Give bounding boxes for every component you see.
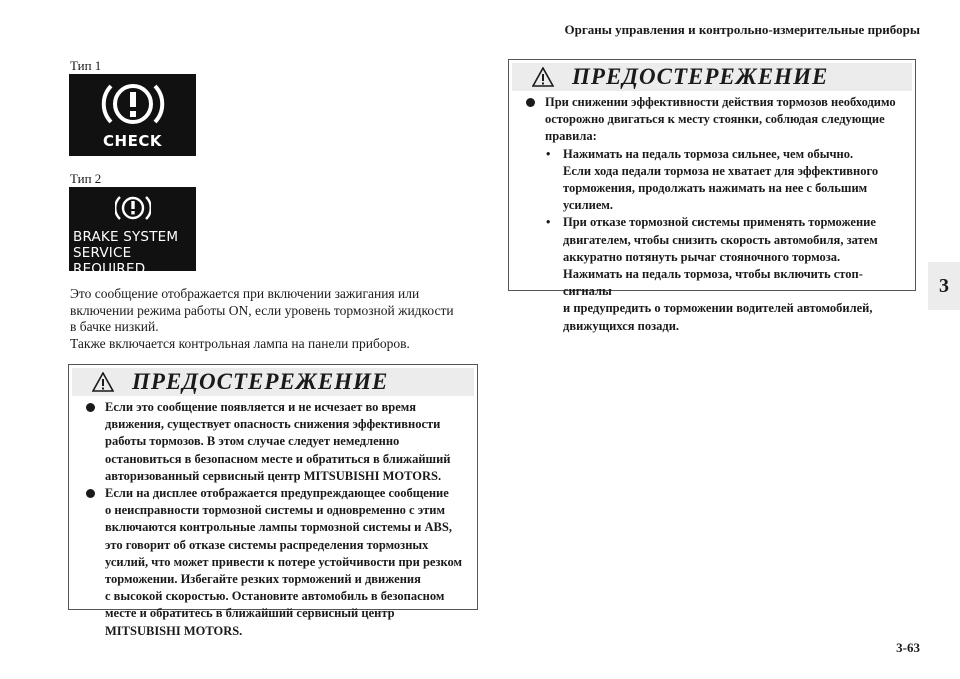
type1-label: Тип 1 <box>70 58 102 73</box>
description <box>70 286 480 352</box>
warning-line: усилий, что может привести к потере устойчивости при резком <box>105 554 463 569</box>
warning-line: включаются контрольные лампы тормозной системы и ABS, <box>105 520 452 535</box>
warning-box-right <box>508 59 916 333</box>
page-header: Органы управления и контрольно-измерительные приборы <box>564 22 920 37</box>
warning-title-bar <box>512 63 912 91</box>
warning-line: это говорит об отказе системы распределения тормозных <box>105 537 429 552</box>
brake-system-display <box>69 187 196 277</box>
description-line: в бачке низкий. <box>70 319 159 334</box>
warning-line: правила: <box>545 129 597 144</box>
warning-line: аккуратно потянуть рычаг стояночного тормоза. <box>563 249 841 264</box>
brake-system-text <box>73 229 194 277</box>
brake-text-line: SERVICE REQUIRED <box>73 245 146 277</box>
warning-title: ПРЕДОСТЕРЕЖЕНИЕ <box>572 64 829 89</box>
warning-line: с высокой скоростью. Остановите автомобиль в безопасном <box>105 589 445 604</box>
check-display <box>69 74 196 156</box>
warning-line: осторожно двигаться к месту стоянки, соблюдая следующие <box>545 112 885 127</box>
sub-bullet: • <box>546 146 551 161</box>
warning-box-left <box>68 364 478 638</box>
warning-line: Нажимать на педаль тормоза, чтобы включить стоп-сигналы <box>563 267 863 299</box>
warning-title: ПРЕДОСТЕРЕЖЕНИЕ <box>132 369 389 394</box>
warning-line: торможении. Избегайте резких торможений и движения <box>105 572 421 587</box>
bullet-icon <box>86 489 95 498</box>
brake-warning-icon <box>101 78 165 130</box>
warning-subitem <box>545 146 907 215</box>
warning-title-bar <box>72 368 474 396</box>
warning-line: остановиться в безопасном месте и обратиться в ближайший <box>105 451 451 466</box>
warning-line: работы тормозов. В этом случае следует немедленно <box>105 434 400 449</box>
brake-warning-icon <box>115 191 151 225</box>
warning-line: При отказе тормозной системы применять торможение <box>563 215 876 230</box>
brake-text-line: BRAKE SYSTEM <box>73 229 179 245</box>
warning-line: Если это сообщение появляется и не исчезает во время <box>105 400 417 414</box>
warning-line: авторизованный сервисный центр MITSUBISHI MOTORS. <box>105 468 442 483</box>
warning-line: движения, существует опасность снижения эффективности <box>105 417 441 432</box>
warning-triangle-icon <box>92 372 114 392</box>
page-number: 3-63 <box>896 640 920 655</box>
warning-line: усилием. <box>563 198 614 213</box>
warning-triangle-icon <box>532 67 554 87</box>
warning-line: Нажимать на педаль тормоза сильнее, чем обычно. <box>563 146 854 161</box>
type2-label: Тип 2 <box>70 171 102 186</box>
warning-line: движущихся позади. <box>563 318 680 333</box>
warning-line: Если на дисплее отображается предупреждающее сообщение <box>105 486 449 501</box>
warning-line: MITSUBISHI MOTORS. <box>105 623 243 638</box>
warning-line: При снижении эффективности действия тормозов необходимо <box>545 95 896 109</box>
warning-line: месте и обратитесь в ближайший сервисный центр <box>105 606 395 621</box>
warning-body-right <box>509 91 915 335</box>
warning-line: о неисправности тормозной системы и одновременно с этим <box>105 503 445 518</box>
warning-line: и предупредить о торможении водителей автомобилей, <box>563 301 873 316</box>
sub-bullet: • <box>546 215 551 230</box>
chapter-tab: 3 <box>928 262 960 310</box>
bullet-icon <box>86 403 95 412</box>
warning-item <box>523 94 907 335</box>
warning-line: двигателем, чтобы снизить скорость автомобиля, затем <box>563 232 878 247</box>
description-line: включении режима работы ON, если уровень тормозной жидкости <box>70 302 454 318</box>
bullet-icon <box>526 98 535 107</box>
description-line: Также включается контрольная лампа на панели приборов. <box>70 335 410 351</box>
description-line: Это сообщение отображается при включении зажигания или <box>70 286 420 301</box>
warning-line: торможения, продолжать нажимать на нее с большим <box>563 181 868 196</box>
warning-item <box>83 399 469 485</box>
check-text: CHECK <box>103 132 162 150</box>
warning-body-left <box>69 396 477 640</box>
warning-line: Если хода педали тормоза не хватает для эффективного <box>563 163 879 178</box>
warning-item <box>83 485 469 640</box>
warning-subitem <box>545 214 907 334</box>
